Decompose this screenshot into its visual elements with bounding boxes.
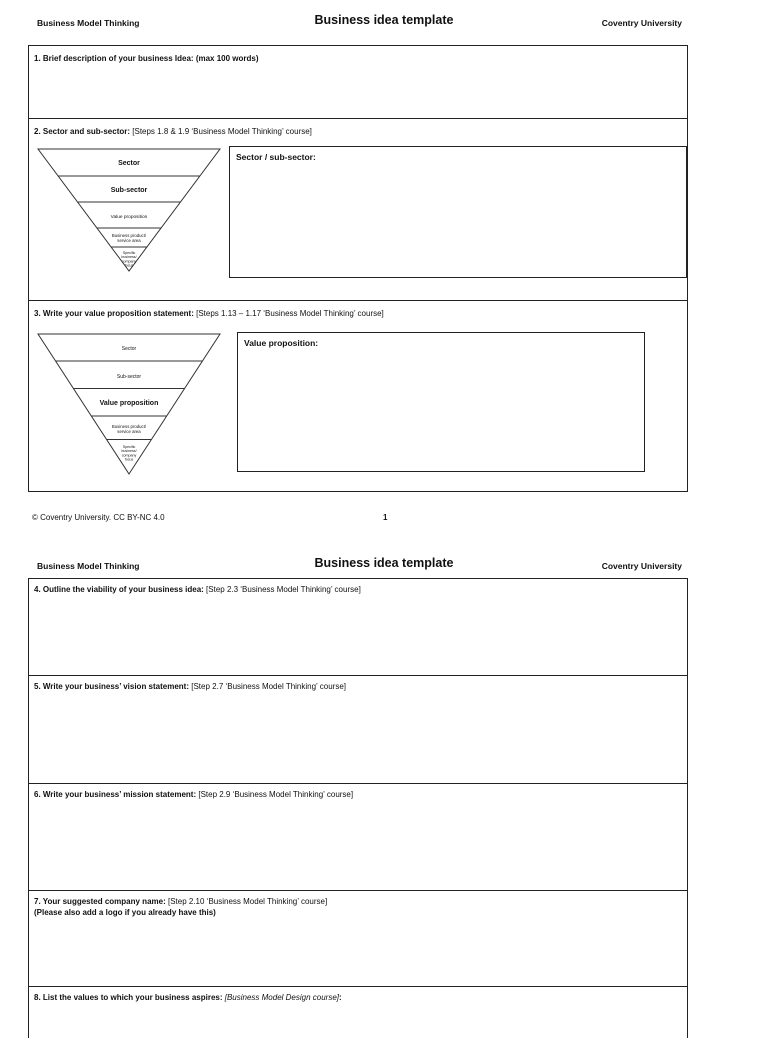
sector-pyramid-diagram: [34, 145, 224, 275]
header-course-name: Business Model Thinking: [37, 561, 140, 571]
question-5-label: 5. Write your business’ vision statement: [Step 2.7 ‘Business Model Thinking’ course]: [34, 682, 346, 691]
question-2-cell: [29, 118, 687, 300]
pyramid-level-specific-focus: Specific business/ company focus: [121, 445, 137, 462]
question-1-cell[interactable]: [29, 46, 687, 118]
header-university: Coventry University: [601, 18, 682, 28]
question-1-label: 1. Brief description of your business Idea: (max 100 words): [34, 54, 259, 63]
question-7-cell[interactable]: [29, 890, 687, 986]
question-2-label: 2. Sector and sub-sector: [Steps 1.8 & 1.9 ‘Business Model Thinking’ course]: [34, 127, 312, 136]
page-header: [0, 13, 768, 33]
pyramid-level-subsector: Sub-sector: [110, 187, 148, 194]
pyramid-level-subsector: Sub-sector: [116, 374, 142, 380]
pyramid-level-value-proposition: Value proposition: [99, 400, 159, 407]
value-proposition-input-box[interactable]: [237, 332, 645, 472]
question-3-cell: [29, 300, 687, 493]
template-table-page-1: [28, 45, 688, 492]
value-proposition-pyramid-diagram: [34, 330, 224, 478]
footer-page-number: 1: [383, 513, 388, 522]
header-title: Business idea template: [314, 13, 454, 27]
question-4-cell[interactable]: [29, 579, 687, 675]
template-table-page-2: [28, 578, 688, 1038]
pyramid-level-product-area: Business product/ service area: [111, 424, 147, 434]
question-6-label: 6. Write your business’ mission statement: [Step 2.9 ‘Business Model Thinking’ course]: [34, 790, 354, 799]
question-6-cell[interactable]: [29, 783, 687, 890]
pyramid-level-product-area: Business product/ service area: [111, 233, 147, 243]
pyramid-level-sector: Sector: [121, 346, 137, 352]
question-8-cell[interactable]: [29, 986, 687, 1046]
question-7-label: 7. Your suggested company name: [Step 2.10 ‘Business Model Thinking’ course] (Please also add a logo if you already have this): [34, 897, 328, 917]
pyramid-level-specific-focus: Specific business/ company focus: [121, 251, 137, 268]
sector-subsector-input-box[interactable]: [229, 146, 687, 278]
question-8-label: 8. List the values to which your business aspires: [Business Model Design course]:: [34, 993, 342, 1002]
header-course-name: Business Model Thinking: [37, 18, 140, 28]
header-title: Business idea template: [314, 556, 454, 570]
question-3-label: 3. Write your value proposition statement: [Steps 1.13 – 1.17 ‘Business Model Thinking’ course]: [34, 309, 384, 318]
question-5-cell[interactable]: [29, 675, 687, 783]
footer-copyright: © Coventry University. CC BY-NC 4.0: [32, 513, 165, 522]
value-proposition-label: Value proposition:: [244, 338, 319, 348]
pyramid-level-sector: Sector: [118, 160, 140, 167]
header-university: Coventry University: [601, 561, 682, 571]
question-4-label: 4. Outline the viability of your business idea: [Step 2.3 ‘Business Model Thinking’ course]: [34, 585, 361, 594]
pyramid-level-value-proposition: Value proposition: [110, 215, 148, 220]
sector-subsector-label: Sector / sub-sector:: [236, 152, 316, 162]
page-header: [0, 556, 768, 576]
